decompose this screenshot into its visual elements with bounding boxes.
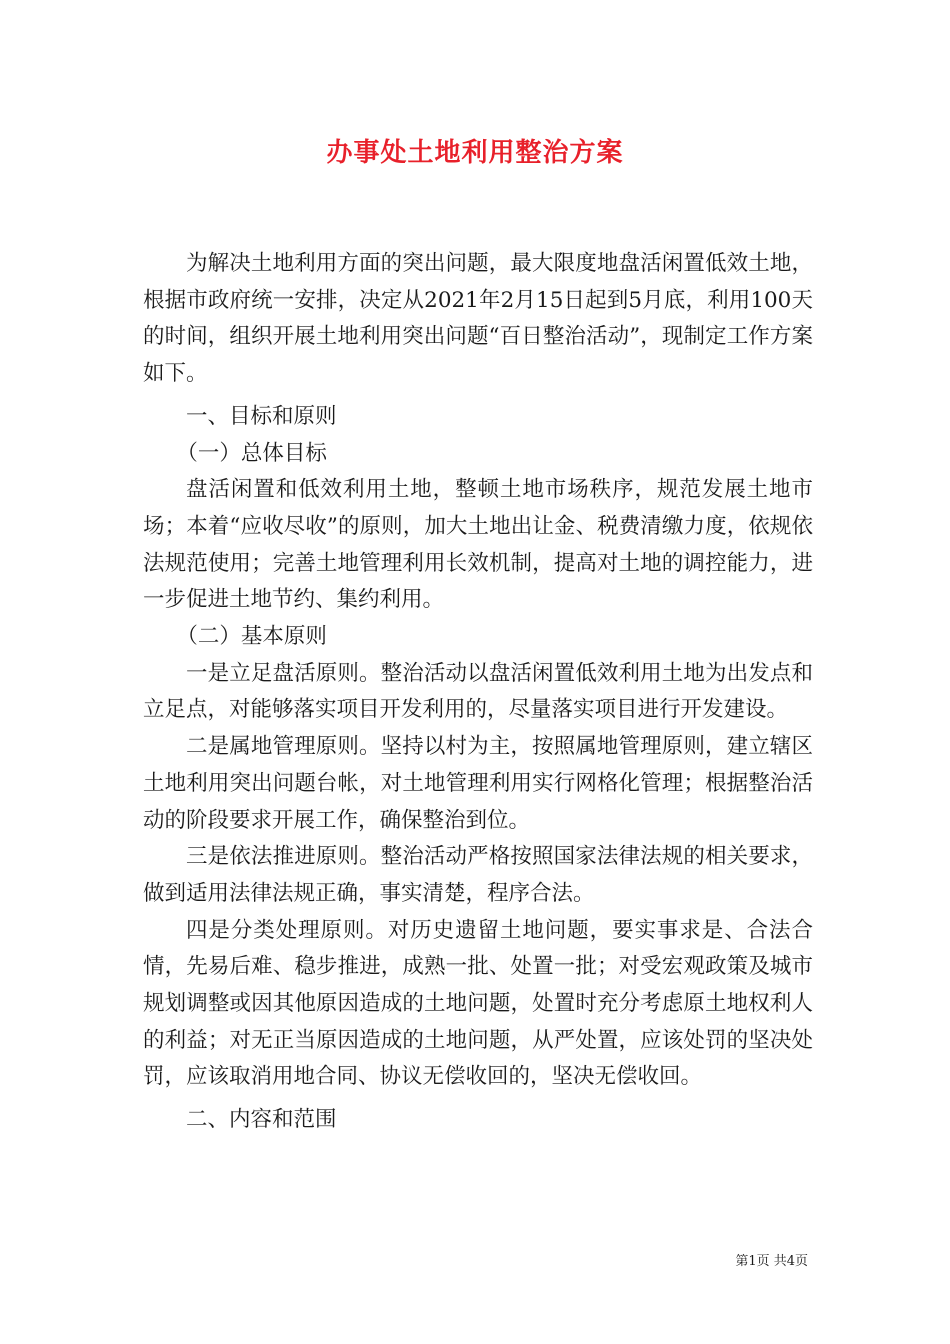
document-title: 办事处土地利用整治方案: [326, 138, 624, 168]
document-body: [143, 246, 813, 1139]
paragraph-intro: 为解决土地利用方面的突出问题，最大限度地盘活闲置低效土地，根据市政府统一安排，决定从2021年2月15日起到5月底，利用100天的时间，组织开展土地利用突出问题“百日整治活动”，现制定工作方案如下。: [143, 251, 813, 387]
paragraph-principle-1: 一是立足盘活原则。整治活动以盘活闲置低效利用土地为出发点和立足点，对能够落实项目开发利用的，尽量落实项目进行开发建设。: [143, 660, 813, 723]
section-heading-scope: 二、内容和范围: [186, 1107, 337, 1133]
paragraph-principle-4: 四是分类处理原则。对历史遗留土地问题，要实事求是、合法合情，先易后难、稳步推进，成熟一批、处置一批；对受宏观政策及城市规划调整或因其他原因造成的土地问题，处置时充分考虑原土地权利人的利益；对无正当原因造成的土地问题，从严处置，应该处罚的坚决处罚，应该取消用地合同、协议无偿收回的，坚决无偿收回。: [143, 917, 813, 1090]
paragraph-principle-2: 二是属地管理原则。坚持以村为主，按照属地管理原则，建立辖区土地利用突出问题台帐，对土地管理利用实行网格化管理；根据整治活动的阶段要求开展工作，确保整治到位。: [143, 734, 813, 833]
paragraph-overall-goal: 盘活闲置和低效利用土地，整顿土地市场秩序，规范发展土地市场；本着“应收尽收”的原则，加大土地出让金、税费清缴力度，依规依法规范使用；完善土地管理利用长效机制，提高对土地的调控能力，进一步促进土地节约、集约利用。: [143, 477, 813, 613]
section-heading-goals: 一、目标和原则: [186, 403, 337, 429]
paragraph-principle-3: 三是依法推进原则。整治活动严格按照国家法律法规的相关要求，做到适用法律法规正确，事实清楚，程序合法。: [143, 844, 813, 906]
page-number: 第1页 共4页: [735, 1254, 808, 1269]
subsection-heading-overall-goal: （一）总体目标: [176, 440, 327, 466]
subsection-heading-principles: （二）基本原则: [176, 624, 327, 650]
